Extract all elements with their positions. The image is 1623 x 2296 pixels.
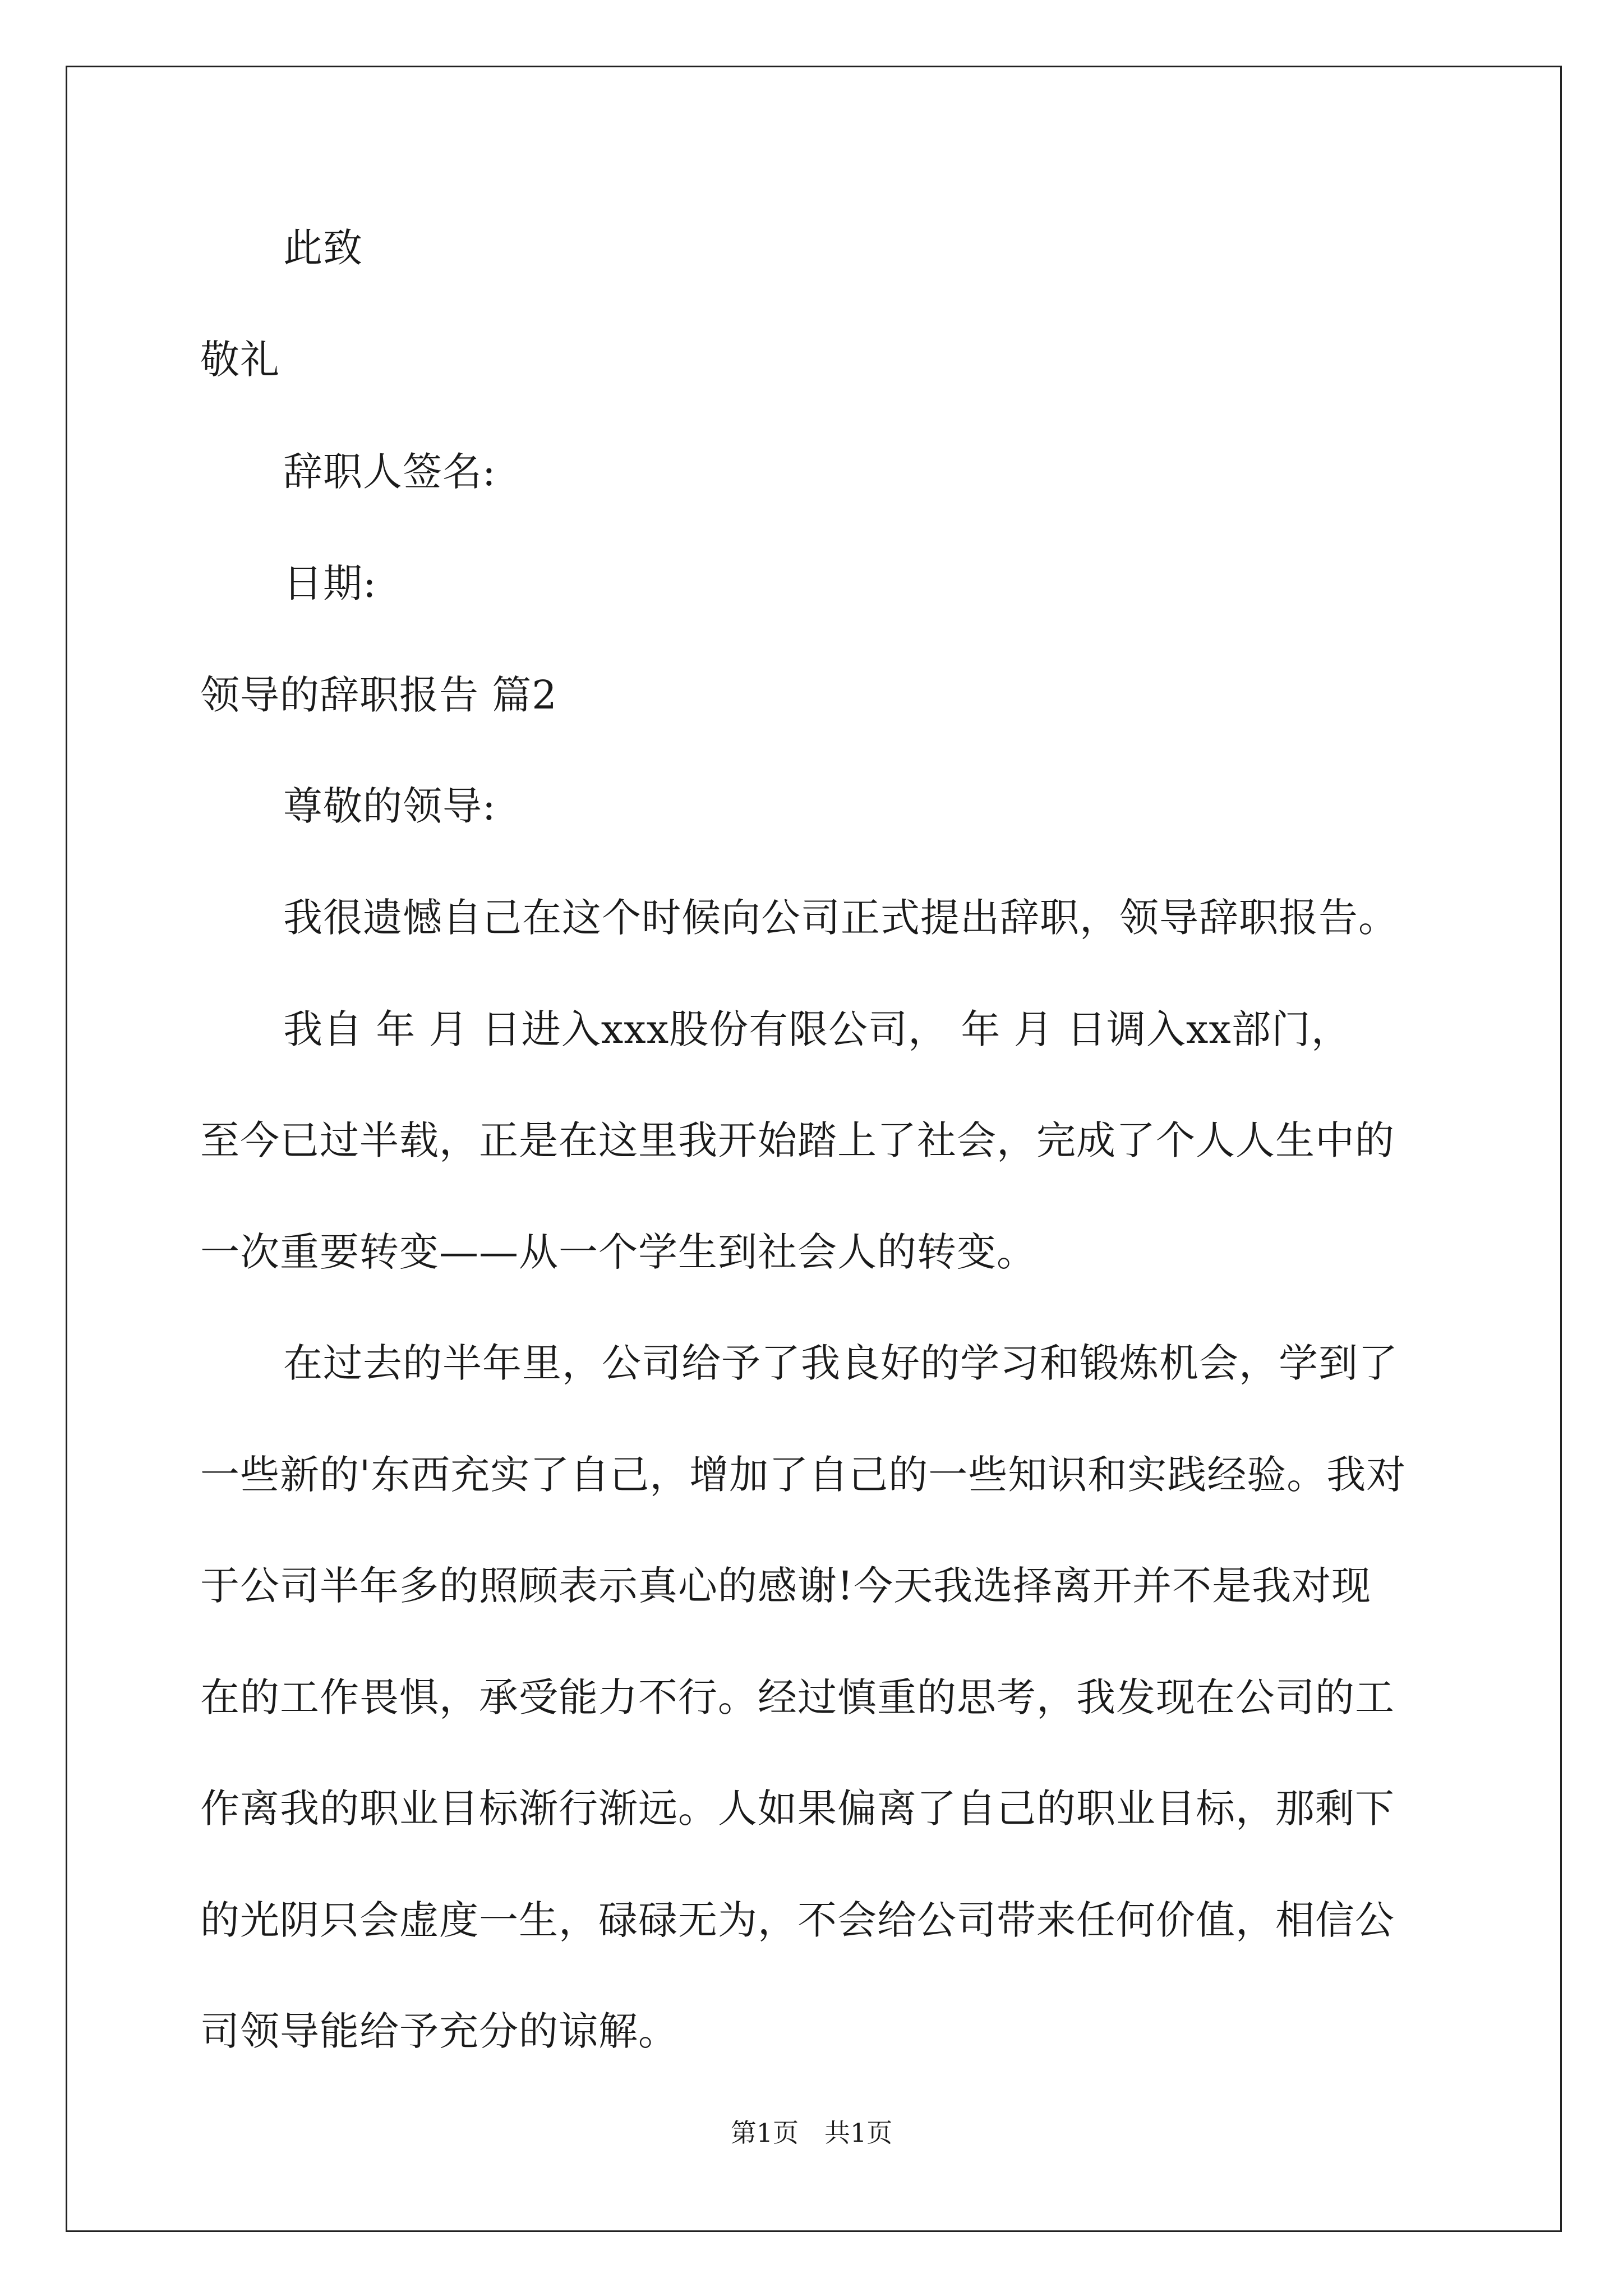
paragraph-1-line-1: 我很遗憾自己在这个时候向公司正式提出辞职，领导辞职报告。 bbox=[283, 895, 1398, 941]
signature-label: 辞职人签名: bbox=[283, 449, 496, 495]
date-label: 日期: bbox=[283, 560, 377, 606]
paragraph-3-line-6: 的光阴只会虚度一生，碌碌无为，不会给公司带来任何价值，相信公 bbox=[200, 1897, 1395, 1943]
paragraph-2-line-3: 一次重要转变——从一个学生到社会人的转变。 bbox=[200, 1229, 1036, 1275]
paragraph-3-line-2: 一些新的'东西充实了自己，增加了自己的一些知识和实践经验。我对 bbox=[200, 1452, 1407, 1498]
paragraph-2-line-2: 至今已过半载，正是在这里我开始踏上了社会，完成了个人人生中的 bbox=[200, 1117, 1395, 1163]
section-title: 领导的辞职报告 篇2 bbox=[200, 672, 557, 718]
paragraph-3-line-1: 在过去的半年里，公司给予了我良好的学习和锻炼机会，学到了 bbox=[283, 1340, 1398, 1386]
paragraph-3-line-7: 司领导能给予充分的谅解。 bbox=[200, 2008, 678, 2054]
letter-greeting: 尊敬的领导: bbox=[283, 783, 496, 829]
closing-salutation: 此致 bbox=[283, 225, 363, 271]
paragraph-3-line-4: 在的工作畏惧，承受能力不行。经过慎重的思考，我发现在公司的工 bbox=[200, 1674, 1395, 1720]
paragraph-3-line-5: 作离我的职业目标渐行渐远。人如果偏离了自己的职业目标，那剩下 bbox=[200, 1786, 1395, 1832]
closing-regards: 敬礼 bbox=[200, 337, 280, 383]
paragraph-3-line-3: 于公司半年多的照顾表示真心的感谢!今天我选择离开并不是我对现 bbox=[200, 1563, 1372, 1609]
paragraph-2-line-1: 我自 年 月 日进入xxx股份有限公司， 年 月 日调入xx部门， bbox=[283, 1006, 1351, 1052]
page-number-footer: 第1页 共1页 bbox=[730, 2118, 893, 2148]
